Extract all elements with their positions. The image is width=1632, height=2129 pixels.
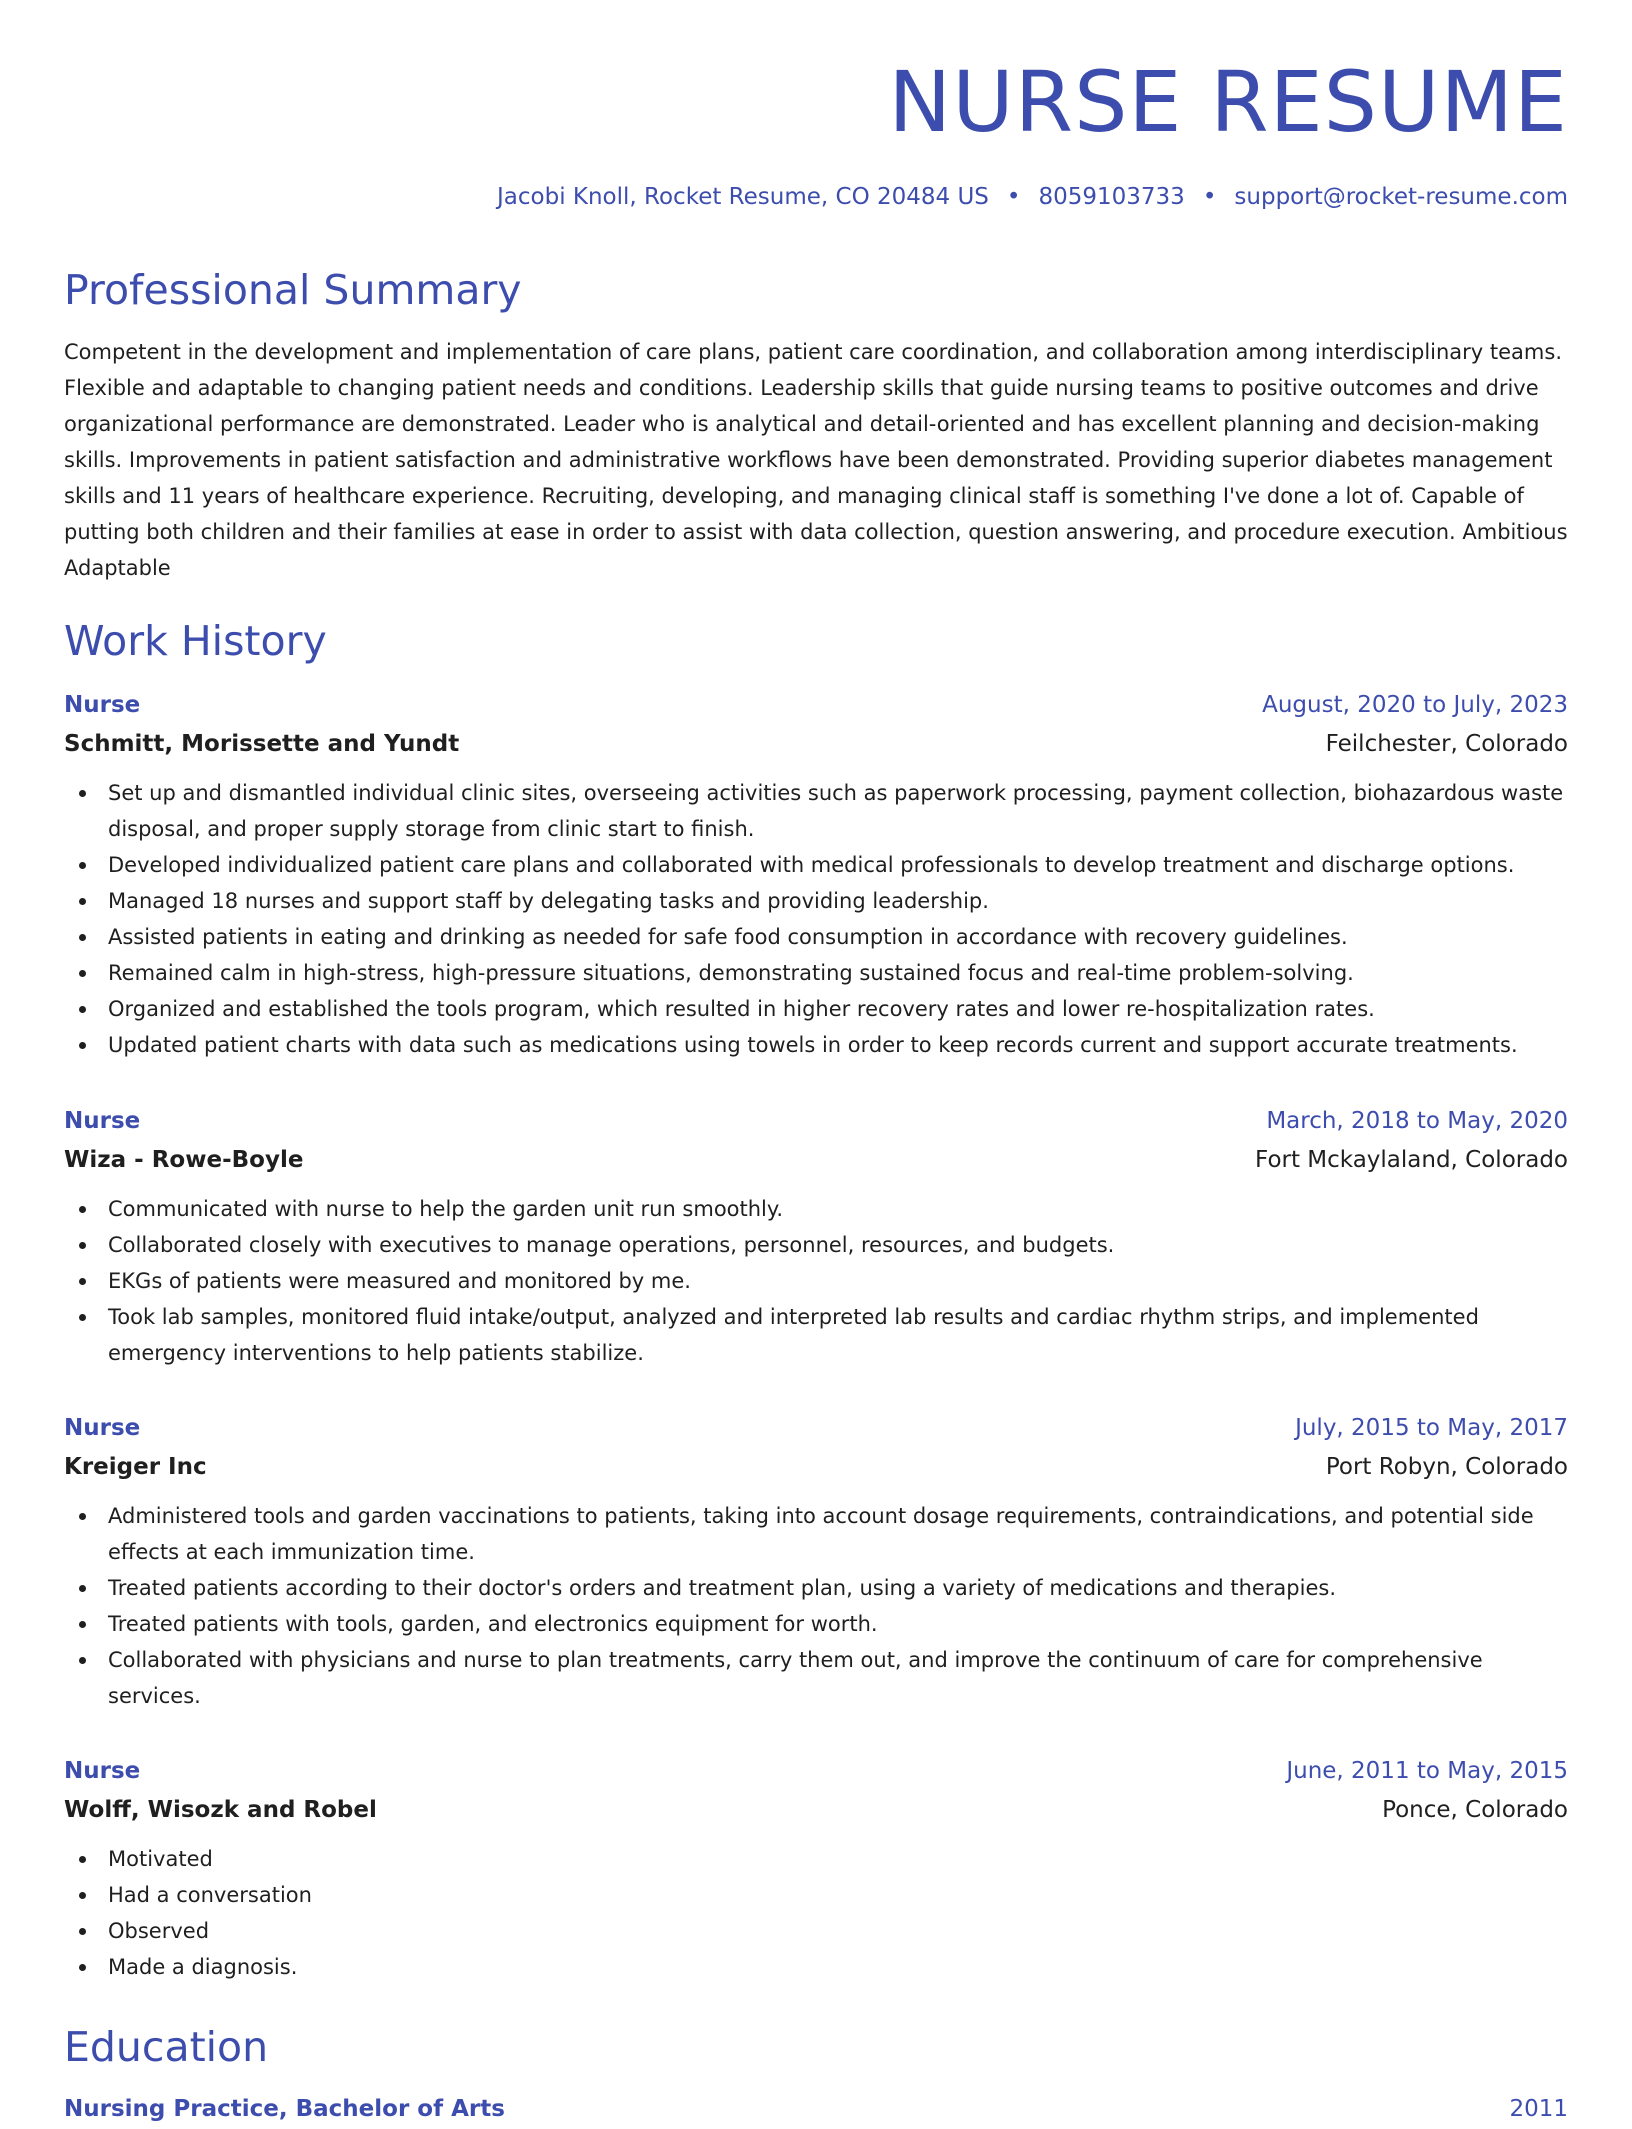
resume-title: NURSE RESUME [888,53,1568,151]
job-bullet: Collaborated with physicians and nurse to plan treatments, carry them out, and improve the continuum of care for comprehensive services. [64,1642,1568,1714]
contact-line [497,180,1568,214]
job-bullet: Had a conversation [64,1877,1568,1913]
job-entry [64,1409,1568,1714]
job-employer: Schmitt, Morissette and Yundt [64,731,460,757]
job-dates: March, 2018 to May, 2020 [1266,1108,1568,1134]
job-employer-row [64,1141,1568,1180]
job-bullet-list [64,1191,1568,1371]
job-bullet: Updated patient charts with data such as medications using towels in order to keep records current and support accurate treatments. [64,1027,1568,1063]
job-location: Feilchester, Colorado [1325,731,1568,757]
job-bullet: EKGs of patients were measured and monitored by me. [64,1263,1568,1299]
job-title: Nurse [64,1415,141,1441]
job-title-row [64,1752,1568,1791]
job-dates: June, 2011 to May, 2015 [1286,1758,1568,1784]
job-bullet: Developed individualized patient care plans and collaborated with medical professionals to develop treatment and discharge options. [64,847,1568,883]
job-bullet-list [64,1841,1568,1985]
job-title-row [64,1102,1568,1141]
job-bullet: Observed [64,1913,1568,1949]
job-title: Nurse [64,1108,141,1134]
job-employer-row [64,725,1568,764]
job-bullet: Motivated [64,1841,1568,1877]
contact-separator: • [1006,184,1021,210]
job-employer: Wolff, Wisozk and Robel [64,1797,377,1823]
job-bullet: Treated patients with tools, garden, and electronics equipment for worth. [64,1606,1568,1642]
education-row [64,2090,1568,2129]
education-degree: Nursing Practice, Bachelor of Arts [64,2096,505,2122]
job-location: Port Robyn, Colorado [1325,1454,1568,1480]
job-bullet: Administered tools and garden vaccinations to patients, taking into account dosage requirements, contraindications, and potential side effects at each immunization time. [64,1498,1568,1570]
job-bullet: Treated patients according to their doctor's orders and treatment plan, using a variety of medications and therapies. [64,1570,1568,1606]
job-bullet: Organized and established the tools program, which resulted in higher recovery rates and lower re-hospitalization rates. [64,991,1568,1027]
summary-text: Competent in the development and implementation of care plans, patient care coordination, and collaboration among interdisciplinary teams. Flexible and adaptable to changing patient needs and conditions. Leadership skills that guide nursing teams to positive outcomes and drive organizational performance are demonstrated. Leader who is analytical and detail-oriented and has excellent planning and decision-making skills. Improvements in patient satisfaction and administrative workflows have been demonstrated. Providing superior diabetes management skills and 11 years of healthcare experience. Recruiting, developing, and managing clinical staff is something I've done a lot of. Capable of putting both children and their families at ease in order to assist with data collection, question answering, and procedure execution. Ambitious Adaptable [64,340,1568,580]
job-bullet: Made a diagnosis. [64,1949,1568,1985]
job-title: Nurse [64,1758,141,1784]
job-employer-row [64,1791,1568,1830]
job-bullet: Collaborated closely with executives to manage operations, personnel, resources, and budgets. [64,1227,1568,1263]
job-bullet-list [64,1498,1568,1714]
job-entry [64,1102,1568,1371]
work-history-heading: Work History [64,617,327,665]
job-title: Nurse [64,692,141,718]
job-location: Fort Mckaylaland, Colorado [1255,1147,1568,1173]
contact-separator: • [1202,184,1217,210]
contact-phone: 8059103733 [1038,184,1185,210]
education-heading: Education [64,2023,269,2071]
contact-email: support@rocket-resume.com [1234,184,1568,210]
job-bullet: Set up and dismantled individual clinic sites, overseeing activities such as paperwork processing, payment collection, biohazardous waste disposal, and proper supply storage from clinic start to finish. [64,775,1568,847]
education-entry [64,2090,1568,2129]
job-bullet: Assisted patients in eating and drinking as needed for safe food consumption in accordance with recovery guidelines. [64,919,1568,955]
summary-heading: Professional Summary [64,266,522,314]
job-employer: Kreiger Inc [64,1454,207,1480]
job-employer-row [64,1448,1568,1487]
job-employer: Wiza - Rowe-Boyle [64,1147,304,1173]
job-bullet: Remained calm in high-stress, high-pressure situations, demonstrating sustained focus and real-time problem-solving. [64,955,1568,991]
job-location: Ponce, Colorado [1382,1797,1568,1823]
job-title-row [64,686,1568,725]
job-entry [64,1752,1568,1985]
job-title-row [64,1409,1568,1448]
job-entry [64,686,1568,1063]
contact-address: Jacobi Knoll, Rocket Resume, CO 20484 US [497,184,989,210]
job-bullet-list [64,775,1568,1063]
job-bullet: Communicated with nurse to help the garden unit run smoothly. [64,1191,1568,1227]
job-bullet: Took lab samples, monitored fluid intake/output, analyzed and interpreted lab results and cardiac rhythm strips, and implemented emergency interventions to help patients stabilize. [64,1299,1568,1371]
job-bullet: Managed 18 nurses and support staff by delegating tasks and providing leadership. [64,883,1568,919]
job-dates: August, 2020 to July, 2023 [1262,692,1568,718]
education-year: 2011 [1509,2096,1568,2122]
job-dates: July, 2015 to May, 2017 [1295,1415,1568,1441]
